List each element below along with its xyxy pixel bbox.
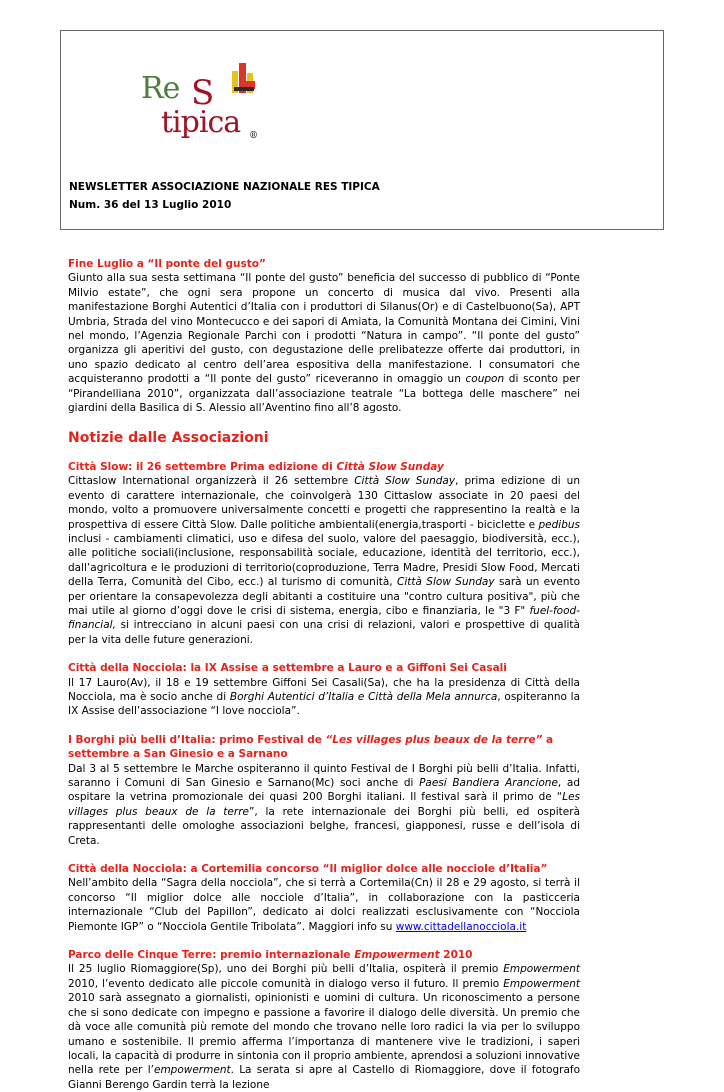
article-title: Città della Nocciola: la IX Assise a settembre a Lauro e a Giffoni Sei Casali — [68, 662, 507, 675]
article-text: Giunto alla sua sesta settimana “Il ponte del gusto” beneficia del successo di pubblico di “Ponte Milvio estate”, che ogni sera propone un concerto di musica dal vivo. Presenti alla manifestazione Borghi Autentici d’Italia con i produttori di Silanus(Or) e di Castelbuono(Sa), APT Umbria, Strada del vino Montecucco e dei sapori di Amiata, la Comunità Montana dei Cimini, Vini nel mondo, l’Agenzia Regionale Parchi con i prodotti “Natura in campo”. “Il ponte del gusto” organizza gli aperitivi del gusto, con degustazione delle prelibatezze offerte dai produttori, in uno spazio dedicato al centro dell’area espositiva della manifestazione. I consumatori che acquisteranno prodotti a “Il ponte del gusto” riceveranno in omaggio un coupon di sconto per “Pirandelliana 2010”, organizzata dall’associazione teatrale “La bottega delle maschere” nei giardini della Basilica di S. Alessio all’Aventino fino all’8 agosto. — [68, 272, 580, 415]
logo-s-text: S — [191, 73, 215, 113]
section-heading: Notizie dalle Associazioni — [68, 430, 269, 447]
res-tipica-logo — [141, 59, 258, 141]
article-title: Parco delle Cinque Terre: premio internazionale Empowerment 2010 — [68, 949, 473, 962]
article-title: Città della Nocciola: a Cortemilia concorso “Il miglior dolce alle nocciole d’Italia” — [68, 863, 548, 876]
article-text: Nell’ambito della “Sagra della nocciola”, che si terrà a Cortemila(Cn) il 28 e 29 agosto, si terrà il concorso “Il miglior dolce alle nocciole d’Italia”, in collaborazione con la pasticceria internazionale “Club del Papillon”, dedicato ai dolci realizzati esclusivamente con “Nocciola Piemonte IGP” o “Nocciola Gentile Tribolata”. Maggiori info su www.cittadellanocciola.it — [68, 877, 580, 933]
logo-res-text: Re — [141, 71, 180, 106]
logo-towers-icon — [231, 59, 257, 95]
article-title: I Borghi più belli d’Italia: primo Festival de “Les villages plus beaux de la terre” a settembre a San Ginesio e a Sarnano — [68, 733, 554, 761]
newsletter-header — [60, 30, 664, 230]
article-text: Il 25 luglio Riomaggiore(Sp), uno dei Borghi più belli d’Italia, ospiterà il premio Empowerment 2010, l’evento dedicato alle piccole comunità in dialogo verso il futuro. Il premio Empowerment 2010 sarà assegnato a giornalisti, opinionisti e uomini di cultura. Un riconoscimento a persone che si sono dedicate con impegno e passione a favorire il dialogo delle diversità. Un premio che dà voce alle comunità più remote del mondo che trovano nelle loro radici la via per lo sviluppo umano e sostenibile. Il premio afferma l’importanza di mantenere vive le tradizioni, i saperi locali, la capacità di produrre in sintonia con il proprio ambiente, aprendosi a soluzioni innovative nella rete per l’empowerment. La serata si apre al Castello di Riomaggiore, dove il fotografo Gianni Berengo Gardin terrà la lezione — [68, 963, 580, 1091]
article-text: Il 17 Lauro(Av), il 18 e 19 settembre Giffoni Sei Casali(Sa), che ha la presidenza di Città della Nocciola, ma è socio anche di Borghi Autentici d’Italia e Città della Mela annurca, ospiteranno la IX Assise dell’associazione “I love nocciola”. — [68, 676, 581, 718]
article-title: Città Slow: il 26 settembre Prima edizione di Città Slow Sunday — [68, 460, 444, 473]
website-link[interactable]: www.cittadellanocciola.it — [395, 920, 527, 933]
article-text: Cittaslow International organizzerà il 26 settembre Città Slow Sunday, prima edizione di un evento di carattere internazionale, che coinvolgerà 130 Cittaslow associate in 20 paesi del mondo, volto a promuovere universalmente concetti e progetti che rappresentino la realtà e la prospettiva di essere Città Slow. Dalle politiche ambientali(energia,trasporti - biciclette e pedibus inclusi - cambiamenti climatici, uso e difesa del suolo, valore del paesaggio, biodiversità, ecc.), alle politiche sociali(inclusione, responsabilità sociale, educazione, identità del territorio, ecc.), dall’agricoltura e le produzioni di territorio(coproduzione, Terra Madre, Presidi Slow Food, Mercati della Terra, Comunità del Cibo, ecc.) al turismo di comunità, Città Slow Sunday sarà un evento per orientare la consapevolezza degli abitanti a costituire una "contro cultura positiva", più che mai utile al giorno d’oggi dove le crisi di sistema, energia, cibo e finanziaria, le "3 F" fuel-food-financial, si intrecciano in alcuni paesi con una crisi di relazioni, valori e prospettive di qualità per la vita delle future generazioni. — [68, 475, 581, 646]
newsletter-issue: Num. 36 del 13 Luglio 2010 — [69, 199, 232, 211]
logo-registered-mark: ® — [249, 131, 258, 141]
newsletter-title: NEWSLETTER ASSOCIAZIONE NAZIONALE RES TIPICA — [69, 181, 380, 193]
logo-tipica-text: tipica — [161, 105, 241, 140]
article-text: Dal 3 al 5 settembre le Marche ospiteranno il quinto Festival de I Borghi più belli d’Italia. Infatti, saranno i Comuni di San Ginesio e Sarnano(Mc) soci anche di Paesi Bandiera Arancione, ad ospitare la vetrina promozionale dei quasi 200 Borghi italiani. Il festival sarà il primo de “Les villages plus beaux de la terre”, la rete internazionale dei Borghi più belli, ed ospiterà rappresentanti delle omologhe associazioni belghe, francesi, giapponesi, russe e dell’isola di Creta. — [68, 762, 581, 847]
article-title: Fine Luglio a “Il ponte del gusto” — [68, 258, 266, 270]
newsletter-body — [68, 257, 580, 1092]
